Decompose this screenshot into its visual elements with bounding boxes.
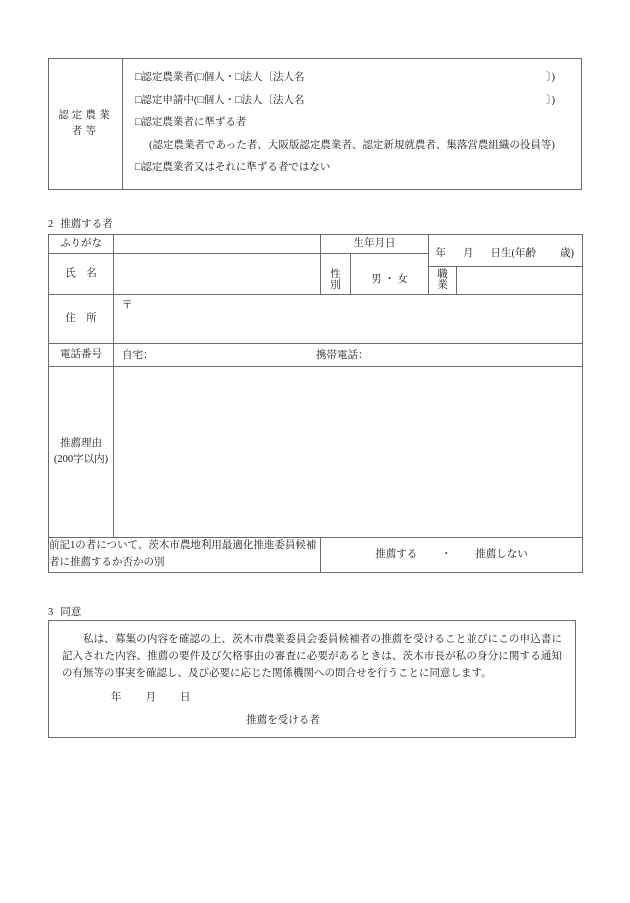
consent-day-label: 日: [180, 692, 191, 703]
address-label-text: 住 所: [65, 312, 97, 324]
occupation-label-char-2: 業: [437, 280, 448, 292]
section-2-heading: [48, 216, 113, 231]
gender-label-spacer-a: [321, 254, 351, 267]
gender-value-spacer-a: [351, 254, 429, 267]
table-row-reason: [49, 367, 583, 538]
decision-option-yes[interactable]: 推薦する: [375, 548, 418, 560]
checkbox-option-label: □認定農業者に準ずる者: [135, 117, 247, 129]
name-label: [49, 254, 114, 295]
reason-textarea[interactable]: [114, 367, 583, 538]
occupation-label-char-1: 職: [437, 269, 448, 281]
address-input[interactable]: [114, 295, 583, 344]
birthdate-label: 生年月日: [321, 235, 429, 254]
birthdate-day-label: 日生(年齢: [490, 248, 536, 260]
furigana-input[interactable]: [114, 235, 321, 254]
decision-options[interactable]: [321, 538, 583, 573]
certified-farmer-note: (認定農業者であった者、大阪版認定農業者、認定新規就農者、集落営農組織の役員等): [149, 140, 555, 152]
section-3-heading: [48, 604, 81, 619]
birthdate-age-label: 歳): [560, 248, 574, 260]
section-3-title: 同意: [60, 607, 82, 618]
decision-option-no[interactable]: 推薦しない: [475, 548, 528, 560]
checkbox-option-label: □認定農業者又はそれに準ずる者ではない: [135, 162, 331, 174]
furigana-label: ふりがな: [49, 235, 114, 254]
checkbox-option-certified-farmer[interactable]: [135, 67, 581, 90]
checkbox-option-tail: 〕): [546, 94, 555, 106]
consent-statement: 私は、募集の内容を確認の上、茨木市農業委員会委員候補者の推薦を受けること並びにこの申込書に記入された内容、推薦の要件及び欠格事由の審査に必要があるときは、茨木市長が私の身分に関する通知の有無等の事実を確認し、及び必要に応じた関係機関への問合せを行うことに同意します。: [62, 634, 562, 679]
recommender-table: [48, 234, 583, 573]
table-row-address: [49, 295, 583, 344]
reason-label-text: 推薦理由: [60, 438, 102, 450]
certified-farmer-label-text: 認定農業者等: [58, 110, 113, 137]
decision-separator: ・: [441, 548, 452, 560]
decision-question: 前記1の者について、茨木市農地利用最適化推進委員候補者に推薦するか否かの別: [49, 538, 321, 573]
certified-farmer-table: [48, 58, 582, 190]
gender-label-char-1: 性: [330, 268, 341, 280]
section-2-number: 2: [48, 219, 54, 230]
table-row-furigana: [49, 235, 583, 254]
gender-label: [321, 266, 351, 295]
section-3-number: 3: [48, 607, 54, 618]
table-row-decision: [49, 538, 583, 573]
gender-value[interactable]: 男 ・ 女: [351, 266, 429, 295]
checkbox-option-equivalent[interactable]: [135, 112, 581, 135]
name-input[interactable]: [114, 254, 321, 295]
phone-label: 電話番号: [49, 344, 114, 367]
certified-farmer-options-cell: [123, 59, 582, 190]
occupation-input[interactable]: [457, 266, 583, 295]
checkbox-option-application-pending[interactable]: [135, 90, 581, 113]
table-row: [49, 59, 582, 190]
postal-code-mark: 〒: [122, 300, 133, 311]
birthdate-value-cell[interactable]: [429, 235, 583, 267]
phone-home-label[interactable]: 自宅：: [122, 350, 154, 361]
name-label-text: 氏 名: [65, 267, 97, 279]
phone-mobile-label[interactable]: 携帯電話：: [316, 350, 369, 361]
consent-box: [48, 620, 576, 738]
consent-month-label: 月: [145, 692, 156, 703]
consent-signature-label: 推薦を受ける者: [246, 715, 320, 726]
address-label: [49, 295, 114, 344]
reason-limit-text: (200字以内): [53, 454, 109, 465]
birthdate-year-label: 年: [435, 248, 446, 260]
occupation-label: [429, 266, 457, 295]
birthdate-line: [429, 246, 582, 265]
checkbox-option-label: □認定農業者(□個人・□法人〔法人名: [135, 72, 305, 84]
checkbox-option-tail: 〕): [546, 72, 555, 84]
consent-year-label: 年: [111, 692, 122, 703]
checkbox-option-none[interactable]: [135, 154, 581, 179]
birthdate-month-label: 月: [463, 248, 474, 260]
table-row-phone: [49, 344, 583, 367]
reason-label: [49, 367, 114, 538]
consent-date-line[interactable]: [49, 682, 575, 704]
phone-row: [114, 344, 582, 366]
checkbox-option-label: □認定申請中(□個人・□法人〔法人名: [135, 94, 305, 106]
gender-label-char-2: 別: [330, 280, 341, 291]
phone-inputs-cell: [114, 344, 583, 367]
section-2-title: 推薦する者: [60, 219, 113, 230]
certified-farmer-row-label: [49, 59, 123, 190]
